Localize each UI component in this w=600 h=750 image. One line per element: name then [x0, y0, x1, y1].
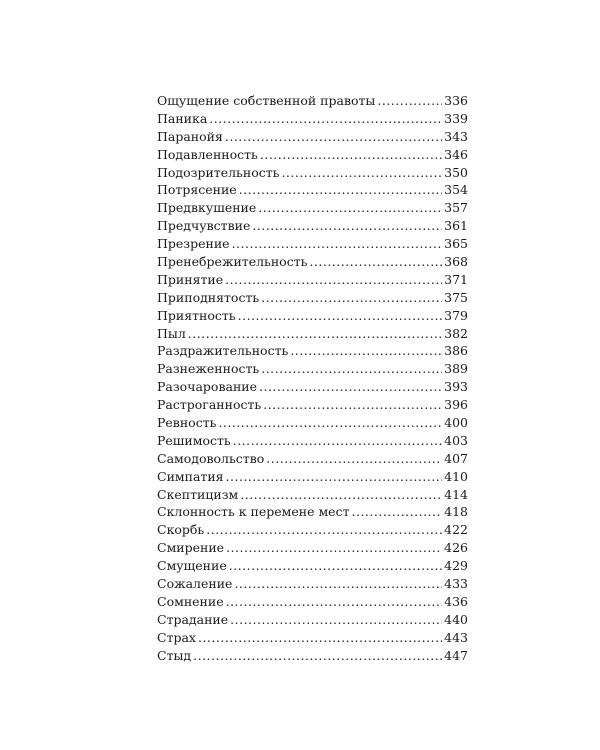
dot-leader [229, 557, 442, 575]
toc-entry-title: Сожаление [157, 576, 233, 592]
toc-entry-title: Подозрительность [157, 164, 280, 180]
toc-entry[interactable] [157, 396, 468, 414]
dot-leader [209, 110, 442, 128]
toc-entry-page-number: 426 [444, 540, 468, 556]
toc-entry[interactable] [157, 217, 468, 235]
dot-leader [188, 325, 442, 343]
toc-entry[interactable] [157, 271, 468, 289]
toc-entry-page-number: 336 [444, 93, 468, 108]
toc-entry[interactable] [157, 647, 468, 665]
dot-leader [259, 378, 442, 396]
dot-leader [238, 307, 443, 325]
toc-entry-page-number: 375 [444, 289, 468, 305]
toc-entry-title: Смущение [157, 558, 227, 574]
toc-entry-page-number: 346 [444, 146, 468, 162]
toc-entry-page-number: 365 [444, 236, 468, 252]
dot-leader [261, 360, 442, 378]
table-of-contents [157, 92, 468, 665]
toc-entry-title: Разочарование [157, 379, 257, 395]
toc-entry[interactable] [157, 110, 468, 128]
toc-entry[interactable] [157, 360, 468, 378]
toc-entry-title: Презрение [157, 236, 230, 252]
toc-entry-page-number: 350 [444, 164, 468, 180]
toc-entry[interactable] [157, 557, 468, 575]
toc-entry-page-number: 422 [444, 522, 468, 538]
toc-entry-title: Страдание [157, 611, 229, 627]
dot-leader [234, 575, 442, 593]
toc-entry-title: Паранойя [157, 128, 223, 144]
dot-leader [225, 128, 442, 146]
toc-entry-page-number: 429 [444, 558, 468, 574]
toc-entry[interactable] [157, 253, 468, 271]
dot-leader [206, 521, 442, 539]
toc-entry-title: Потрясение [157, 182, 237, 198]
toc-entry[interactable] [157, 235, 468, 253]
toc-entry-title: Сомнение [157, 593, 224, 609]
dot-leader [352, 503, 443, 521]
toc-entry-title: Предвкушение [157, 200, 257, 216]
toc-entry[interactable] [157, 486, 468, 504]
dot-leader [230, 611, 442, 629]
toc-entry-page-number: 403 [444, 432, 468, 448]
toc-entry-title: Пыл [157, 325, 186, 341]
toc-entry[interactable] [157, 289, 468, 307]
toc-entry-page-number: 386 [444, 343, 468, 359]
dot-leader [266, 450, 442, 468]
toc-entry-page-number: 389 [444, 361, 468, 377]
toc-entry-page-number: 361 [444, 218, 468, 234]
toc-entry-page-number: 443 [444, 629, 468, 645]
toc-entry-page-number: 410 [444, 468, 468, 484]
dot-leader [232, 235, 443, 253]
toc-entry[interactable] [157, 450, 468, 468]
toc-entry-page-number: 393 [444, 379, 468, 395]
toc-entry-page-number: 368 [444, 254, 468, 270]
dot-leader [226, 539, 442, 557]
toc-entry-page-number: 371 [444, 271, 468, 287]
toc-entry[interactable] [157, 342, 468, 360]
toc-entry-page-number: 447 [444, 647, 468, 663]
toc-entry[interactable] [157, 164, 468, 182]
dot-leader [239, 181, 442, 199]
toc-entry-page-number: 400 [444, 415, 468, 431]
toc-entry[interactable] [157, 199, 468, 217]
toc-entry-title: Скорбь [157, 522, 205, 538]
toc-entry-title: Раздражительность [157, 343, 289, 359]
toc-entry[interactable] [157, 503, 468, 521]
toc-entry-title: Предчувствие [157, 218, 251, 234]
toc-entry-title: Ощущение собственной правоты [157, 93, 376, 108]
dot-leader [252, 217, 442, 235]
toc-entry-page-number: 436 [444, 593, 468, 609]
dot-leader [198, 629, 442, 647]
toc-entry-title: Стыд [157, 647, 192, 663]
toc-entry[interactable] [157, 92, 468, 110]
dot-leader [218, 414, 442, 432]
toc-entry-title: Самодовольство [157, 450, 265, 466]
dot-leader [290, 342, 442, 360]
toc-entry-title: Приподнятость [157, 289, 260, 305]
toc-entry[interactable] [157, 611, 468, 629]
toc-entry[interactable] [157, 325, 468, 343]
dot-leader [258, 199, 442, 217]
dot-leader [226, 593, 443, 611]
toc-entry-page-number: 379 [444, 307, 468, 323]
toc-entry-title: Принятие [157, 271, 224, 287]
toc-entry-title: Ревность [157, 415, 217, 431]
toc-entry[interactable] [157, 181, 468, 199]
toc-entry-title: Пренебрежительность [157, 254, 308, 270]
toc-entry-title: Страх [157, 629, 196, 645]
dot-leader [193, 647, 442, 665]
dot-leader [240, 486, 442, 504]
toc-entry[interactable] [157, 575, 468, 593]
toc-entry[interactable] [157, 593, 468, 611]
toc-entry-page-number: 382 [444, 325, 468, 341]
dot-leader [377, 92, 442, 110]
toc-entry-title: Смирение [157, 540, 225, 556]
toc-entry[interactable] [157, 414, 468, 432]
toc-entry[interactable] [157, 146, 468, 164]
toc-entry[interactable] [157, 307, 468, 325]
toc-entry-page-number: 418 [444, 504, 468, 520]
toc-entry-page-number: 343 [444, 128, 468, 144]
toc-entry-page-number: 357 [444, 200, 468, 216]
toc-entry-page-number: 414 [444, 486, 468, 502]
toc-entry[interactable] [157, 128, 468, 146]
toc-entry[interactable] [157, 539, 468, 557]
toc-entry[interactable] [157, 468, 468, 486]
toc-entry[interactable] [157, 378, 468, 396]
dot-leader [261, 289, 442, 307]
dot-leader [309, 253, 442, 271]
toc-entry-title: Скептицизм [157, 486, 239, 502]
dot-leader [233, 432, 442, 450]
toc-entry-title: Разнеженность [157, 361, 260, 377]
toc-entry-page-number: 433 [444, 576, 468, 592]
dot-leader [281, 164, 442, 182]
toc-entry-title: Паника [157, 110, 208, 126]
toc-entry-title: Решимость [157, 432, 231, 448]
toc-entry[interactable] [157, 432, 468, 450]
toc-entry-title: Растроганность [157, 397, 262, 413]
dot-leader [260, 146, 442, 164]
toc-entry[interactable] [157, 521, 468, 539]
toc-entry[interactable] [157, 629, 468, 647]
toc-entry-page-number: 407 [444, 450, 468, 466]
toc-entry-page-number: 339 [444, 110, 468, 126]
toc-entry-title: Симпатия [157, 468, 224, 484]
toc-entry-title: Подавленность [157, 146, 258, 162]
toc-entry-page-number: 396 [444, 397, 468, 413]
dot-leader [226, 468, 443, 486]
toc-entry-title: Склонность к перемене мест [157, 504, 350, 520]
dot-leader [225, 271, 442, 289]
toc-entry-page-number: 440 [444, 611, 468, 627]
toc-entry-title: Приятность [157, 307, 236, 323]
dot-leader [263, 396, 442, 414]
toc-entry-page-number: 354 [444, 182, 468, 198]
